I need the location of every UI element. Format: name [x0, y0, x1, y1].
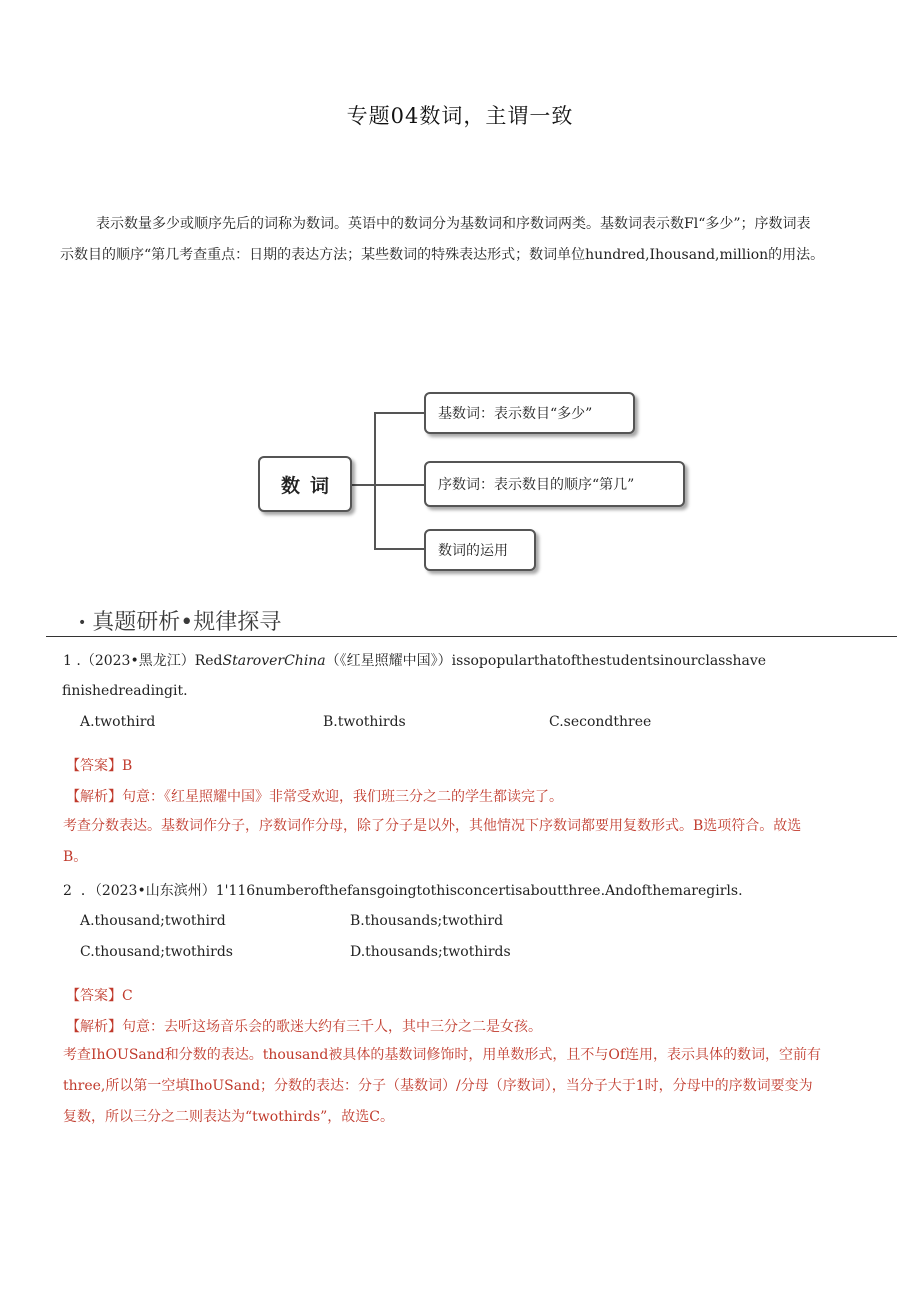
q2-number: 2: [63, 883, 72, 899]
page-title: 专题04数词，主谓一致: [346, 104, 574, 128]
q1-stem: 1 .（2023•黑龙江）RedStaroverChina（《红星照耀中国》）issopopularthatofthestudentsinourclasshave: [63, 653, 767, 669]
q1-explanation-line-2: B。: [63, 849, 88, 865]
q2-stem-text: 1'116numberofthefansgoingtothisconcertisaboutthree.Andofthemaregirls.: [215, 883, 743, 899]
q1-option-a: A.twothird: [80, 714, 156, 730]
q1-option-b: B.twothirds: [323, 714, 406, 730]
mindmap-connector-vertical: [374, 412, 376, 550]
q2-stem: [63, 880, 743, 900]
mindmap-branch-usage: 数词的运用: [424, 529, 536, 571]
q1-analysis-text: 句意：《红星照耀中国》非常受欢迎，我们班三分之二的学生都读完了。: [122, 789, 563, 805]
q2-analysis-label: 【解析】: [66, 1019, 122, 1035]
mindmap-connector-2: [374, 484, 424, 486]
q2-explanation-line-2: three,所以第一空填IhoUSand；分数的表达：分子（基数词）/分母（序数词），当分子大于1时，分母中的序数词要变为: [63, 1078, 813, 1094]
q2-explanation-line-3: 复数，所以三分之二则表达为“twothirds”，故选C。: [63, 1109, 395, 1125]
q1-number: 1: [63, 653, 72, 669]
section-heading: [78, 605, 281, 636]
q1-stem-rest: issopopularthatofthestudentsinourclasshave: [451, 653, 767, 669]
q2-answer-value: C: [122, 988, 133, 1004]
q1-stem-red: Red: [194, 653, 223, 669]
section-divider: [46, 636, 897, 637]
q2-analysis: [66, 1016, 542, 1036]
intro-paragraph: [60, 209, 900, 271]
q1-answer-label: 【答案】: [66, 758, 122, 774]
q1-explanation: [63, 811, 893, 873]
section-heading-text: 真题研析•规律探寻: [92, 610, 282, 635]
q2-source: ．（2023•山东滨州）: [80, 883, 216, 899]
q1-explanation-line-1: 考查分数表达。基数词作分子，序数词作分母，除了分子是以外，其他情况下序数词都要用复数形式。B选项符合。故选: [63, 818, 802, 834]
intro-line-1: 表示数量多少或顺序先后的词称为数词。英语中的数词分为基数词和序数词两类。基数词表示数Fl“多少”；序数词表: [96, 216, 811, 232]
mindmap-branch-ordinal: 序数词：表示数目的顺序“第几”: [424, 461, 685, 507]
q2-explanation-line-1: 考查IhOUSand和分数的表达。thousand被具体的基数词修饰时，用单数形式，且不与Of连用，表示具体的数词，空前有: [63, 1047, 821, 1063]
q1-answer-value: B: [122, 758, 133, 774]
q1-option-c: C.secondthree: [549, 714, 652, 730]
q1-stem-line2: finishedreadingit.: [62, 683, 188, 699]
section-bullet: •: [78, 615, 87, 631]
q2-answer-label: 【答案】: [66, 988, 122, 1004]
mindmap-connector-root: [352, 484, 376, 486]
q2-option-b: B.thousands;twothird: [350, 913, 504, 929]
q1-analysis-label: 【解析】: [66, 789, 122, 805]
intro-line-2: 示数目的顺序“第几考查重点：日期的表达方法；某些数词的特殊表达形式；数词单位hundred,Ihousand,million的用法。: [60, 247, 825, 263]
mindmap-root: 数词: [258, 456, 352, 512]
q2-analysis-text: 句意：去听这场音乐会的歌迷大约有三千人，其中三分之二是女孩。: [122, 1019, 542, 1035]
q1-stem-title: StaroverChina: [222, 653, 326, 669]
mindmap-branch-cardinal: 基数词：表示数目“多少”: [424, 392, 635, 434]
q1-source: （2023•黑龙江）: [80, 653, 195, 669]
q2-option-a: A.thousand;twothird: [80, 913, 226, 929]
q2-option-c: C.thousand;twothirds: [80, 944, 233, 960]
q2-explanation: [63, 1040, 893, 1133]
q1-analysis: [66, 786, 563, 806]
mindmap-connector-1: [374, 412, 424, 414]
q2-option-d: D.thousands;twothirds: [350, 944, 511, 960]
mindmap-connector-3: [374, 548, 424, 550]
q1-stem-cn: （《红星照耀中国》）: [325, 653, 452, 669]
q1-answer: [66, 755, 132, 775]
q2-answer: [66, 985, 133, 1005]
